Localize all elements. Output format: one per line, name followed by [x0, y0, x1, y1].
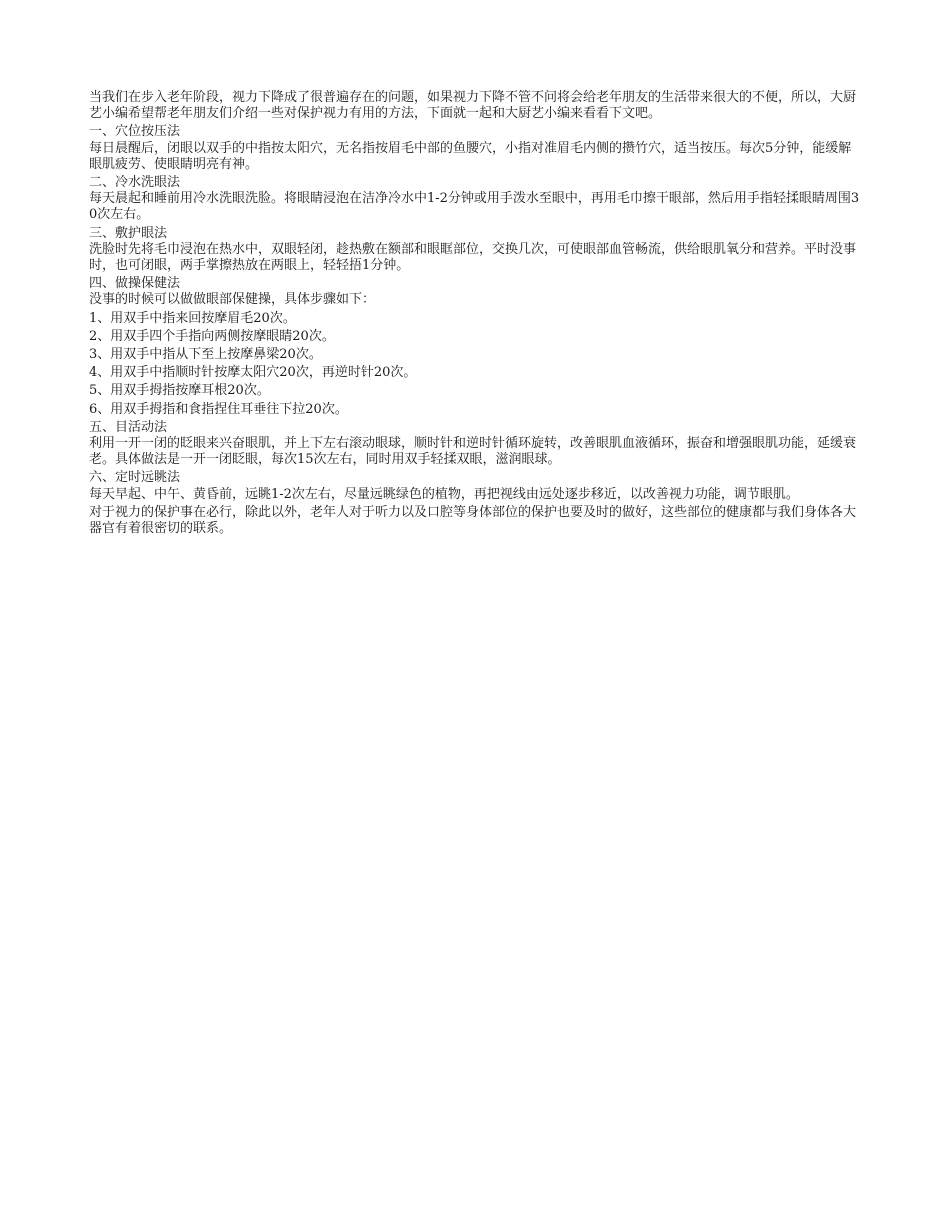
section-heading-eye-movement: 五、目活动法 — [89, 419, 168, 435]
intro-paragraph: 当我们在步入老年阶段，视力下降成了很普遍存在的问题，如果视力下降不管不问将会给老年朋友的生活带来很大的不便，所以，大厨艺小编希望帮老年朋友们介绍一些对保护视力有用的方法，下面就一起和大厨艺小编来看看下文吧。 — [89, 90, 857, 122]
exercise-step-5: 5、用双手拇指按摩耳根20次。 — [89, 383, 270, 399]
section-body-warm-compress: 洗脸时先将毛巾浸泡在热水中，双眼轻闭，趁热敷在额部和眼眶部位，交换几次，可使眼部血管畅流，供给眼肌氧分和营养。平时没事时，也可闭眼，两手掌擦热放在两眼上，轻轻捂1分钟。 — [89, 241, 857, 274]
section-heading-cold-water: 二、冷水洗眼法 — [89, 175, 181, 191]
exercise-step-4: 4、用双手中指顺时针按摩太阳穴20次，再逆时针20次。 — [89, 365, 417, 381]
exercise-step-1: 1、用双手中指来回按摩眉毛20次。 — [89, 310, 296, 326]
section-heading-acupressure: 一、穴位按压法 — [89, 124, 181, 140]
document-body — [89, 90, 861, 539]
section-body-eye-exercise: 没事的时候可以做做眼部保健操，具体步骤如下： — [89, 292, 376, 308]
section-heading-warm-compress: 三、敷护眼法 — [89, 225, 168, 241]
section-body-eye-movement: 利用一开一闭的眨眼来兴奋眼肌，并上下左右滚动眼球，顺时针和逆时针循环旋转，改善眼肌血液循环，振奋和增强眼肌功能，延缓衰老。具体做法是一开一闭眨眼，每次15次左右，同时用双手轻揉双眼，滋润眼球。 — [89, 436, 857, 468]
conclusion-paragraph: 对于视力的保护事在必行，除此以外，老年人对于听力以及口腔等身体部位的保护也要及时的做好，这些部位的健康都与我们身体各大器官有着很密切的联系。 — [89, 504, 857, 537]
exercise-step-3: 3、用双手中指从下至上按摩鼻梁20次。 — [89, 347, 322, 363]
section-heading-distance-gaze: 六、定时远眺法 — [89, 470, 181, 486]
section-heading-eye-exercise: 四、做操保健法 — [89, 276, 181, 292]
section-body-acupressure: 每日晨醒后，闭眼以双手的中指按太阳穴，无名指按眉毛中部的鱼腰穴，小指对准眉毛内侧的攒竹穴，适当按压。每次5分钟，能缓解眼肌疲劳、使眼睛明亮有神。 — [89, 140, 852, 172]
exercise-step-6: 6、用双手拇指和食指捏住耳垂往下拉20次。 — [89, 401, 348, 417]
section-body-cold-water: 每天晨起和睡前用冷水洗眼洗脸。将眼睛浸泡在洁净冷水中1-2分钟或用手泼水至眼中，再用毛巾擦干眼部，然后用手指轻揉眼睛周围30次左右。 — [89, 191, 860, 223]
section-body-distance-gaze: 每天早起、中午、黄昏前，远眺1-2次左右，尽量远眺绿色的植物，再把视线由远处逐步移近，以改善视力功能，调节眼肌。 — [89, 486, 799, 502]
exercise-step-2: 2、用双手四个手指向两侧按摩眼睛20次。 — [89, 328, 335, 344]
